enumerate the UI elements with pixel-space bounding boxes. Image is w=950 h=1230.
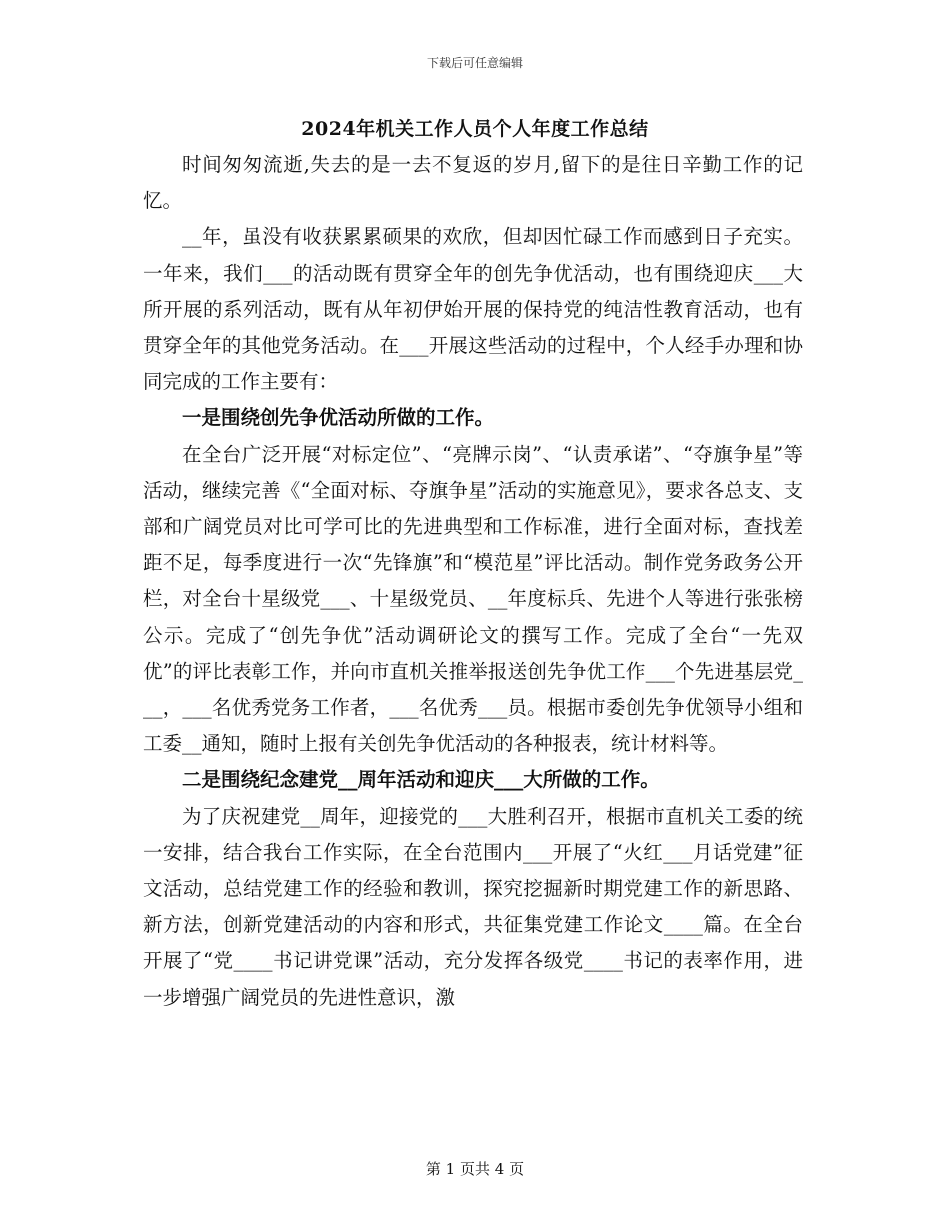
paragraph-section-2: 为了庆祝建党__周年，迎接党的___大胜利召开，根据市直机关工委的统一安排，结合我台工作实际，在全台范围内___开展了“火红___月话党建”征文活动，总结党建工作的经验和教训，探究挖掘新时期党建工作的新思路、新方法，创新党建活动的内容和形式，共征集党建工作论文____篇。在全台开展了“党____书记讲党课”活动，充分发挥各级党____书记的表率作用，进一步增强广阔党员的先进性意识，激 xyxy=(143,804,803,1009)
document-body xyxy=(143,147,803,1016)
document-title: 2024年机关工作人员个人年度工作总结 xyxy=(301,118,649,140)
section-heading-1: 一是围绕创先争优活动所做的工作。 xyxy=(182,406,495,430)
paragraph-section-1: 在全台广泛开展“对标定位”、“亮牌示岗”、“认责承诺”、“夺旗争星”等活动，继续完善《“全面对标、夺旗争星”活动的实施意见》，要求各总支、支部和广阔党员对比可学可比的先进典型和工作标准，进行全面对标，查找差距不足，每季度进行一次“先锋旗”和“模范星”评比活动。制作党务政务公开栏，对全台十星级党___、十星级党员、__年度标兵、先进个人等进行张张榜公示。完成了“创先争优”活动调研论文的撰写工作。完成了全台“一先双优”的评比表彰工作，并向市直机关推举报送创先争优工作___个先进基层党___，___名优秀党务工作者，___名优秀___员。根据市委创先争优领导小组和工委__通知，随时上报有关创先争优活动的各种报表，统计材料等。 xyxy=(143,442,803,756)
paragraph-intro: 时间匆匆流逝,失去的是一去不复返的岁月,留下的是往日辛勤工作的记忆。 xyxy=(143,153,803,213)
paragraph-overview: __年，虽没有收获累累硕果的欢欣，但却因忙碌工作而感到日子充实。一年来，我们___的活动既有贯穿全年的创先争优活动，也有围绕迎庆___大所开展的系列活动，既有从年初伊始开展的保持党的纯洁性教育活动，也有贯穿全年的其他党务活动。在___开展这些活动的过程中，个人经手办理和协同完成的工作主要有： xyxy=(143,225,803,394)
section-heading-2: 二是围绕纪念建党__周年活动和迎庆___大所做的工作。 xyxy=(182,768,660,792)
page-footer: 第 1 页共 4 页 xyxy=(425,1160,525,1178)
header-note: 下载后可任意编辑 xyxy=(426,56,523,70)
